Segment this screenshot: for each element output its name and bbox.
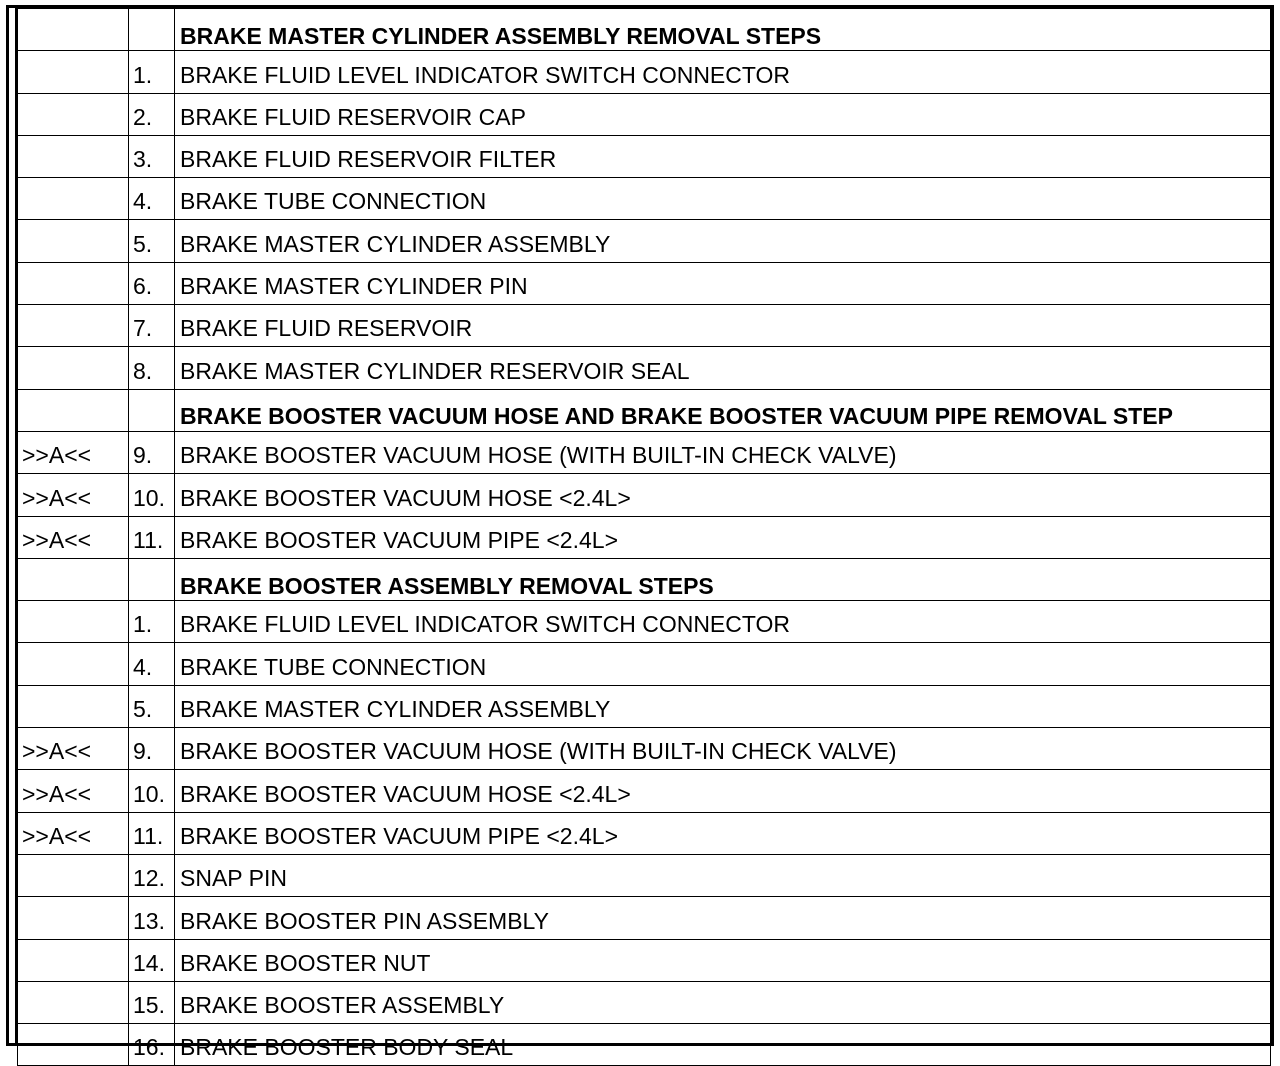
step-text: BRAKE FLUID LEVEL INDICATOR SWITCH CONNECTOR bbox=[175, 51, 1271, 93]
step-text: BRAKE MASTER CYLINDER ASSEMBLY bbox=[175, 685, 1271, 727]
step-text: BRAKE BOOSTER VACUUM PIPE <2.4L> bbox=[175, 812, 1271, 854]
step-number: 13. bbox=[129, 897, 175, 939]
step-number: 6. bbox=[129, 262, 175, 304]
step-row bbox=[18, 220, 1271, 262]
step-number: 9. bbox=[129, 431, 175, 473]
step-text: BRAKE FLUID RESERVOIR FILTER bbox=[175, 135, 1271, 177]
ref-cell bbox=[18, 389, 129, 431]
step-row bbox=[18, 1024, 1271, 1066]
ref-cell bbox=[18, 220, 129, 262]
step-number: 9. bbox=[129, 728, 175, 770]
step-number: 5. bbox=[129, 685, 175, 727]
ref-cell bbox=[18, 262, 129, 304]
step-number: 11. bbox=[129, 812, 175, 854]
num-cell bbox=[129, 558, 175, 600]
ref-cell bbox=[18, 854, 129, 896]
step-text: BRAKE BOOSTER ASSEMBLY bbox=[175, 981, 1271, 1023]
step-row bbox=[18, 178, 1271, 220]
ref-cell bbox=[18, 93, 129, 135]
ref-cell bbox=[18, 897, 129, 939]
step-number: 5. bbox=[129, 220, 175, 262]
ref-cell bbox=[18, 685, 129, 727]
section-heading-row bbox=[18, 558, 1271, 600]
step-text: BRAKE BOOSTER PIN ASSEMBLY bbox=[175, 897, 1271, 939]
step-number: 14. bbox=[129, 939, 175, 981]
step-row bbox=[18, 770, 1271, 812]
step-row bbox=[18, 812, 1271, 854]
step-number: 10. bbox=[129, 770, 175, 812]
step-number: 7. bbox=[129, 305, 175, 347]
ref-cell: >>A<< bbox=[18, 812, 129, 854]
step-number: 8. bbox=[129, 347, 175, 389]
step-number: 2. bbox=[129, 93, 175, 135]
step-text: BRAKE BOOSTER VACUUM HOSE (WITH BUILT-IN CHECK VALVE) bbox=[175, 431, 1271, 473]
step-row bbox=[18, 854, 1271, 896]
step-number: 16. bbox=[129, 1024, 175, 1066]
step-row bbox=[18, 431, 1271, 473]
step-number: 3. bbox=[129, 135, 175, 177]
ref-cell bbox=[18, 135, 129, 177]
section-heading: BRAKE BOOSTER ASSEMBLY REMOVAL STEPS bbox=[175, 558, 1271, 600]
num-cell bbox=[129, 389, 175, 431]
step-row bbox=[18, 347, 1271, 389]
removal-steps-body bbox=[18, 9, 1271, 1066]
step-text: BRAKE BOOSTER VACUUM PIPE <2.4L> bbox=[175, 516, 1271, 558]
step-text: BRAKE BOOSTER VACUUM HOSE (WITH BUILT-IN CHECK VALVE) bbox=[175, 728, 1271, 770]
step-text: SNAP PIN bbox=[175, 854, 1271, 896]
ref-cell bbox=[18, 305, 129, 347]
step-row bbox=[18, 305, 1271, 347]
step-row bbox=[18, 643, 1271, 685]
step-row bbox=[18, 135, 1271, 177]
step-row bbox=[18, 728, 1271, 770]
step-number: 1. bbox=[129, 51, 175, 93]
ref-cell: >>A<< bbox=[18, 431, 129, 473]
step-text: BRAKE MASTER CYLINDER PIN bbox=[175, 262, 1271, 304]
step-number: 12. bbox=[129, 854, 175, 896]
step-number: 11. bbox=[129, 516, 175, 558]
step-text: BRAKE TUBE CONNECTION bbox=[175, 643, 1271, 685]
num-cell bbox=[129, 9, 175, 51]
step-number: 4. bbox=[129, 178, 175, 220]
ref-cell bbox=[18, 1024, 129, 1066]
step-row bbox=[18, 51, 1271, 93]
step-row bbox=[18, 897, 1271, 939]
ref-cell: >>A<< bbox=[18, 516, 129, 558]
step-text: BRAKE FLUID LEVEL INDICATOR SWITCH CONNECTOR bbox=[175, 601, 1271, 643]
ref-cell bbox=[18, 9, 129, 51]
step-text: BRAKE BOOSTER VACUUM HOSE <2.4L> bbox=[175, 474, 1271, 516]
step-text: BRAKE MASTER CYLINDER ASSEMBLY bbox=[175, 220, 1271, 262]
section-heading-row bbox=[18, 389, 1271, 431]
ref-cell bbox=[18, 51, 129, 93]
step-text: BRAKE BOOSTER VACUUM HOSE <2.4L> bbox=[175, 770, 1271, 812]
step-row bbox=[18, 474, 1271, 516]
step-text: BRAKE TUBE CONNECTION bbox=[175, 178, 1271, 220]
step-row bbox=[18, 981, 1271, 1023]
step-row bbox=[18, 516, 1271, 558]
step-row bbox=[18, 262, 1271, 304]
section-heading: BRAKE BOOSTER VACUUM HOSE AND BRAKE BOOSTER VACUUM PIPE REMOVAL STEP bbox=[175, 389, 1271, 431]
ref-cell bbox=[18, 347, 129, 389]
removal-steps-table bbox=[17, 8, 1271, 1066]
step-text: BRAKE MASTER CYLINDER RESERVOIR SEAL bbox=[175, 347, 1271, 389]
section-heading-row bbox=[18, 9, 1271, 51]
step-row bbox=[18, 93, 1271, 135]
step-number: 1. bbox=[129, 601, 175, 643]
step-number: 10. bbox=[129, 474, 175, 516]
step-number: 15. bbox=[129, 981, 175, 1023]
ref-cell bbox=[18, 601, 129, 643]
step-text: BRAKE BOOSTER BODY SEAL bbox=[175, 1024, 1271, 1066]
step-row bbox=[18, 685, 1271, 727]
ref-cell: >>A<< bbox=[18, 474, 129, 516]
ref-cell bbox=[18, 981, 129, 1023]
ref-cell: >>A<< bbox=[18, 770, 129, 812]
ref-cell bbox=[18, 558, 129, 600]
step-text: BRAKE BOOSTER NUT bbox=[175, 939, 1271, 981]
ref-cell bbox=[18, 643, 129, 685]
step-row bbox=[18, 939, 1271, 981]
step-number: 4. bbox=[129, 643, 175, 685]
ref-cell bbox=[18, 939, 129, 981]
ref-cell bbox=[18, 178, 129, 220]
step-row bbox=[18, 601, 1271, 643]
ref-cell: >>A<< bbox=[18, 728, 129, 770]
step-text: BRAKE FLUID RESERVOIR CAP bbox=[175, 93, 1271, 135]
section-heading: BRAKE MASTER CYLINDER ASSEMBLY REMOVAL STEPS bbox=[175, 9, 1271, 51]
step-text: BRAKE FLUID RESERVOIR bbox=[175, 305, 1271, 347]
